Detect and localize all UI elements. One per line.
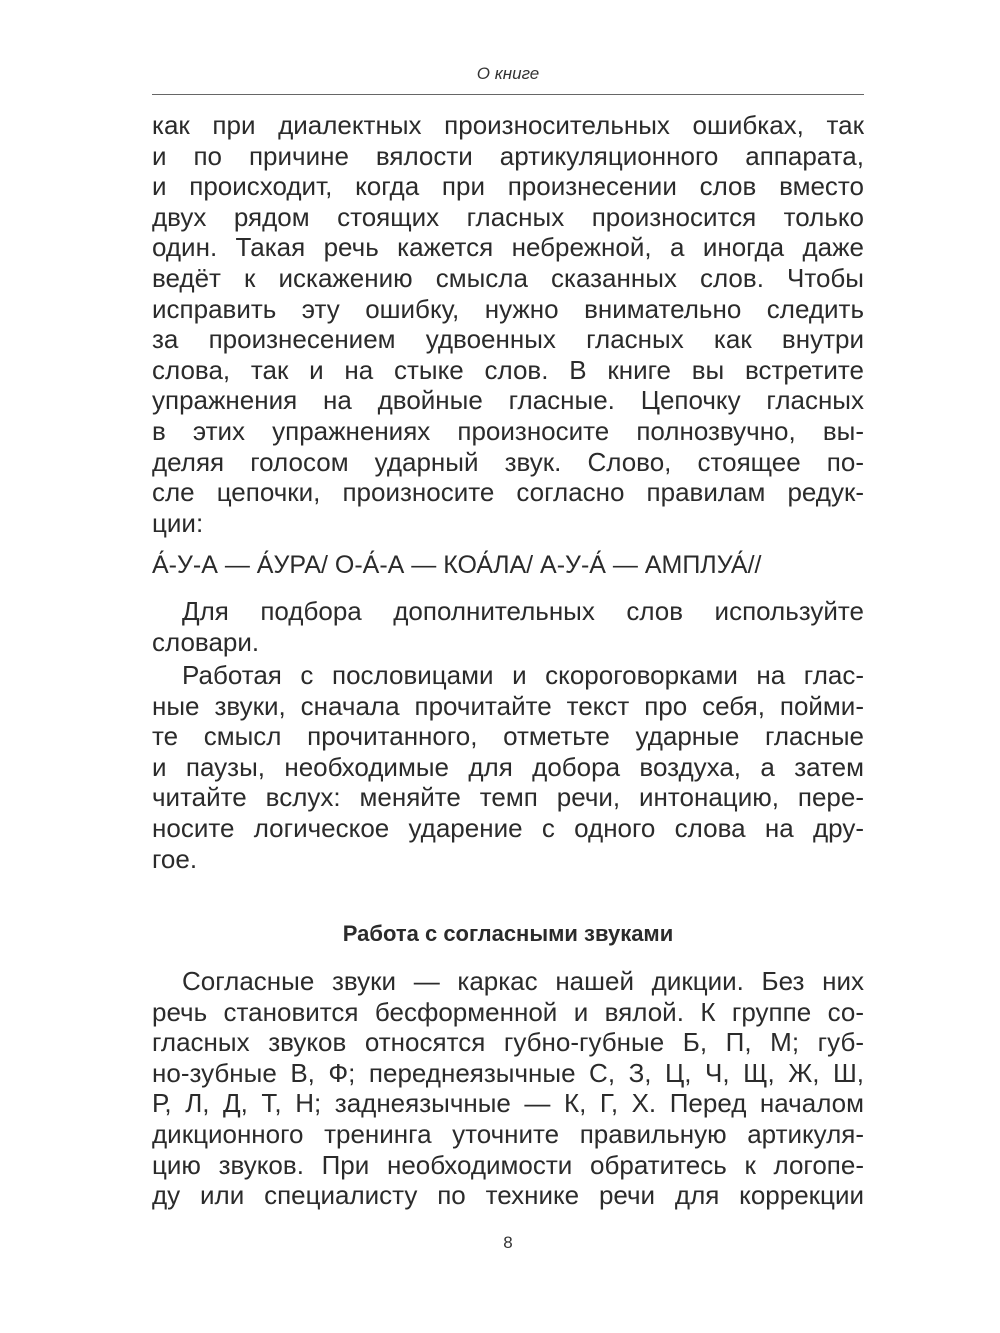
page-number: 8 xyxy=(503,1233,513,1252)
text-line: в этих упражнениях произносите полнозвучно, вы- xyxy=(152,415,864,446)
text-line: читайте вслух: меняйте темп речи, интонацию, пере- xyxy=(152,782,864,813)
text-line: Согласные звуки — каркас нашей дикции. Без них xyxy=(182,966,864,996)
text-line: носите логическое ударение с одного слова на дру- xyxy=(152,812,864,843)
text-line: один. Такая речь кажется небрежной, а иногда даже xyxy=(152,232,864,263)
section-heading: Работа с согласными звуками xyxy=(342,921,674,946)
text-line: но-зубные В, Ф; переднеязычные С, З, Ц, Ч, Щ, Ж, Ш, xyxy=(152,1057,864,1088)
text-line: Для подбора дополнительных слов используйте xyxy=(182,596,864,626)
text-line: цию звуков. При необходимости обратитесь к логопе- xyxy=(152,1149,864,1180)
text-line: двух рядом стоящих гласных произносится только xyxy=(152,201,864,232)
vowel-chain-example: А́-У-А — А́УРА/ О-А́-А — КОА́ЛА/ А-У-А́ — АМПЛУА́// xyxy=(152,551,762,579)
text-line: гое. xyxy=(152,843,198,874)
text-line: за произнесением удвоенных гласных как внутри xyxy=(152,324,864,355)
intro-paragraph xyxy=(152,110,864,538)
text-line: гласных звуков относятся губно-губные Б, П, М; губ- xyxy=(152,1027,864,1058)
text-line: и паузы, необходимые для добора воздуха, а затем xyxy=(152,751,864,782)
text-line: ные звуки, сначала прочитайте текст про себя, пойми- xyxy=(152,690,864,721)
text-line: ведёт к искажению смысла сказанных слов. Чтобы xyxy=(152,262,864,293)
text-line: слова, так и на стыке слов. В книге вы встретите xyxy=(152,354,864,385)
text-line: и по причине вялости артикуляционного аппарата, xyxy=(152,140,864,171)
text-line: исправить эту ошибку, нужно внимательно следить xyxy=(152,293,864,324)
text-line: дикционного тренинга уточните правильную артикуля- xyxy=(152,1118,864,1149)
text-line: Р, Л, Д, Т, Н; заднеязычные — К, Г, Х. Перед началом xyxy=(152,1088,864,1119)
text-line: деляя голосом ударный звук. Слово, стоящее по- xyxy=(152,446,864,477)
text-line: сле цепочки, произносите согласно правилам редук- xyxy=(152,477,864,508)
text-line: как при диалектных произносительных ошибках, так xyxy=(152,110,864,140)
text-line: речь становится бесформенной и вялой. К группе со- xyxy=(152,996,864,1027)
dictionary-paragraph xyxy=(152,596,864,657)
text-line: и происходит, когда при произнесении слов вместо xyxy=(152,171,864,202)
header-rule xyxy=(152,94,864,95)
text-line: ции: xyxy=(152,507,204,538)
running-title: О книге xyxy=(476,64,540,83)
text-line: упражнения на двойные гласные. Цепочку гласных xyxy=(152,385,864,416)
text-line: словари. xyxy=(152,626,260,657)
text-line: Работая с пословицами и скороговорками на глас- xyxy=(182,660,864,690)
consonants-paragraph xyxy=(152,966,864,1211)
text-line: те смысл прочитанного, отметьте ударные гласные xyxy=(152,721,864,752)
text-line: ду или специалисту по технике речи для коррекции xyxy=(152,1180,864,1211)
proverbs-paragraph xyxy=(152,660,864,874)
